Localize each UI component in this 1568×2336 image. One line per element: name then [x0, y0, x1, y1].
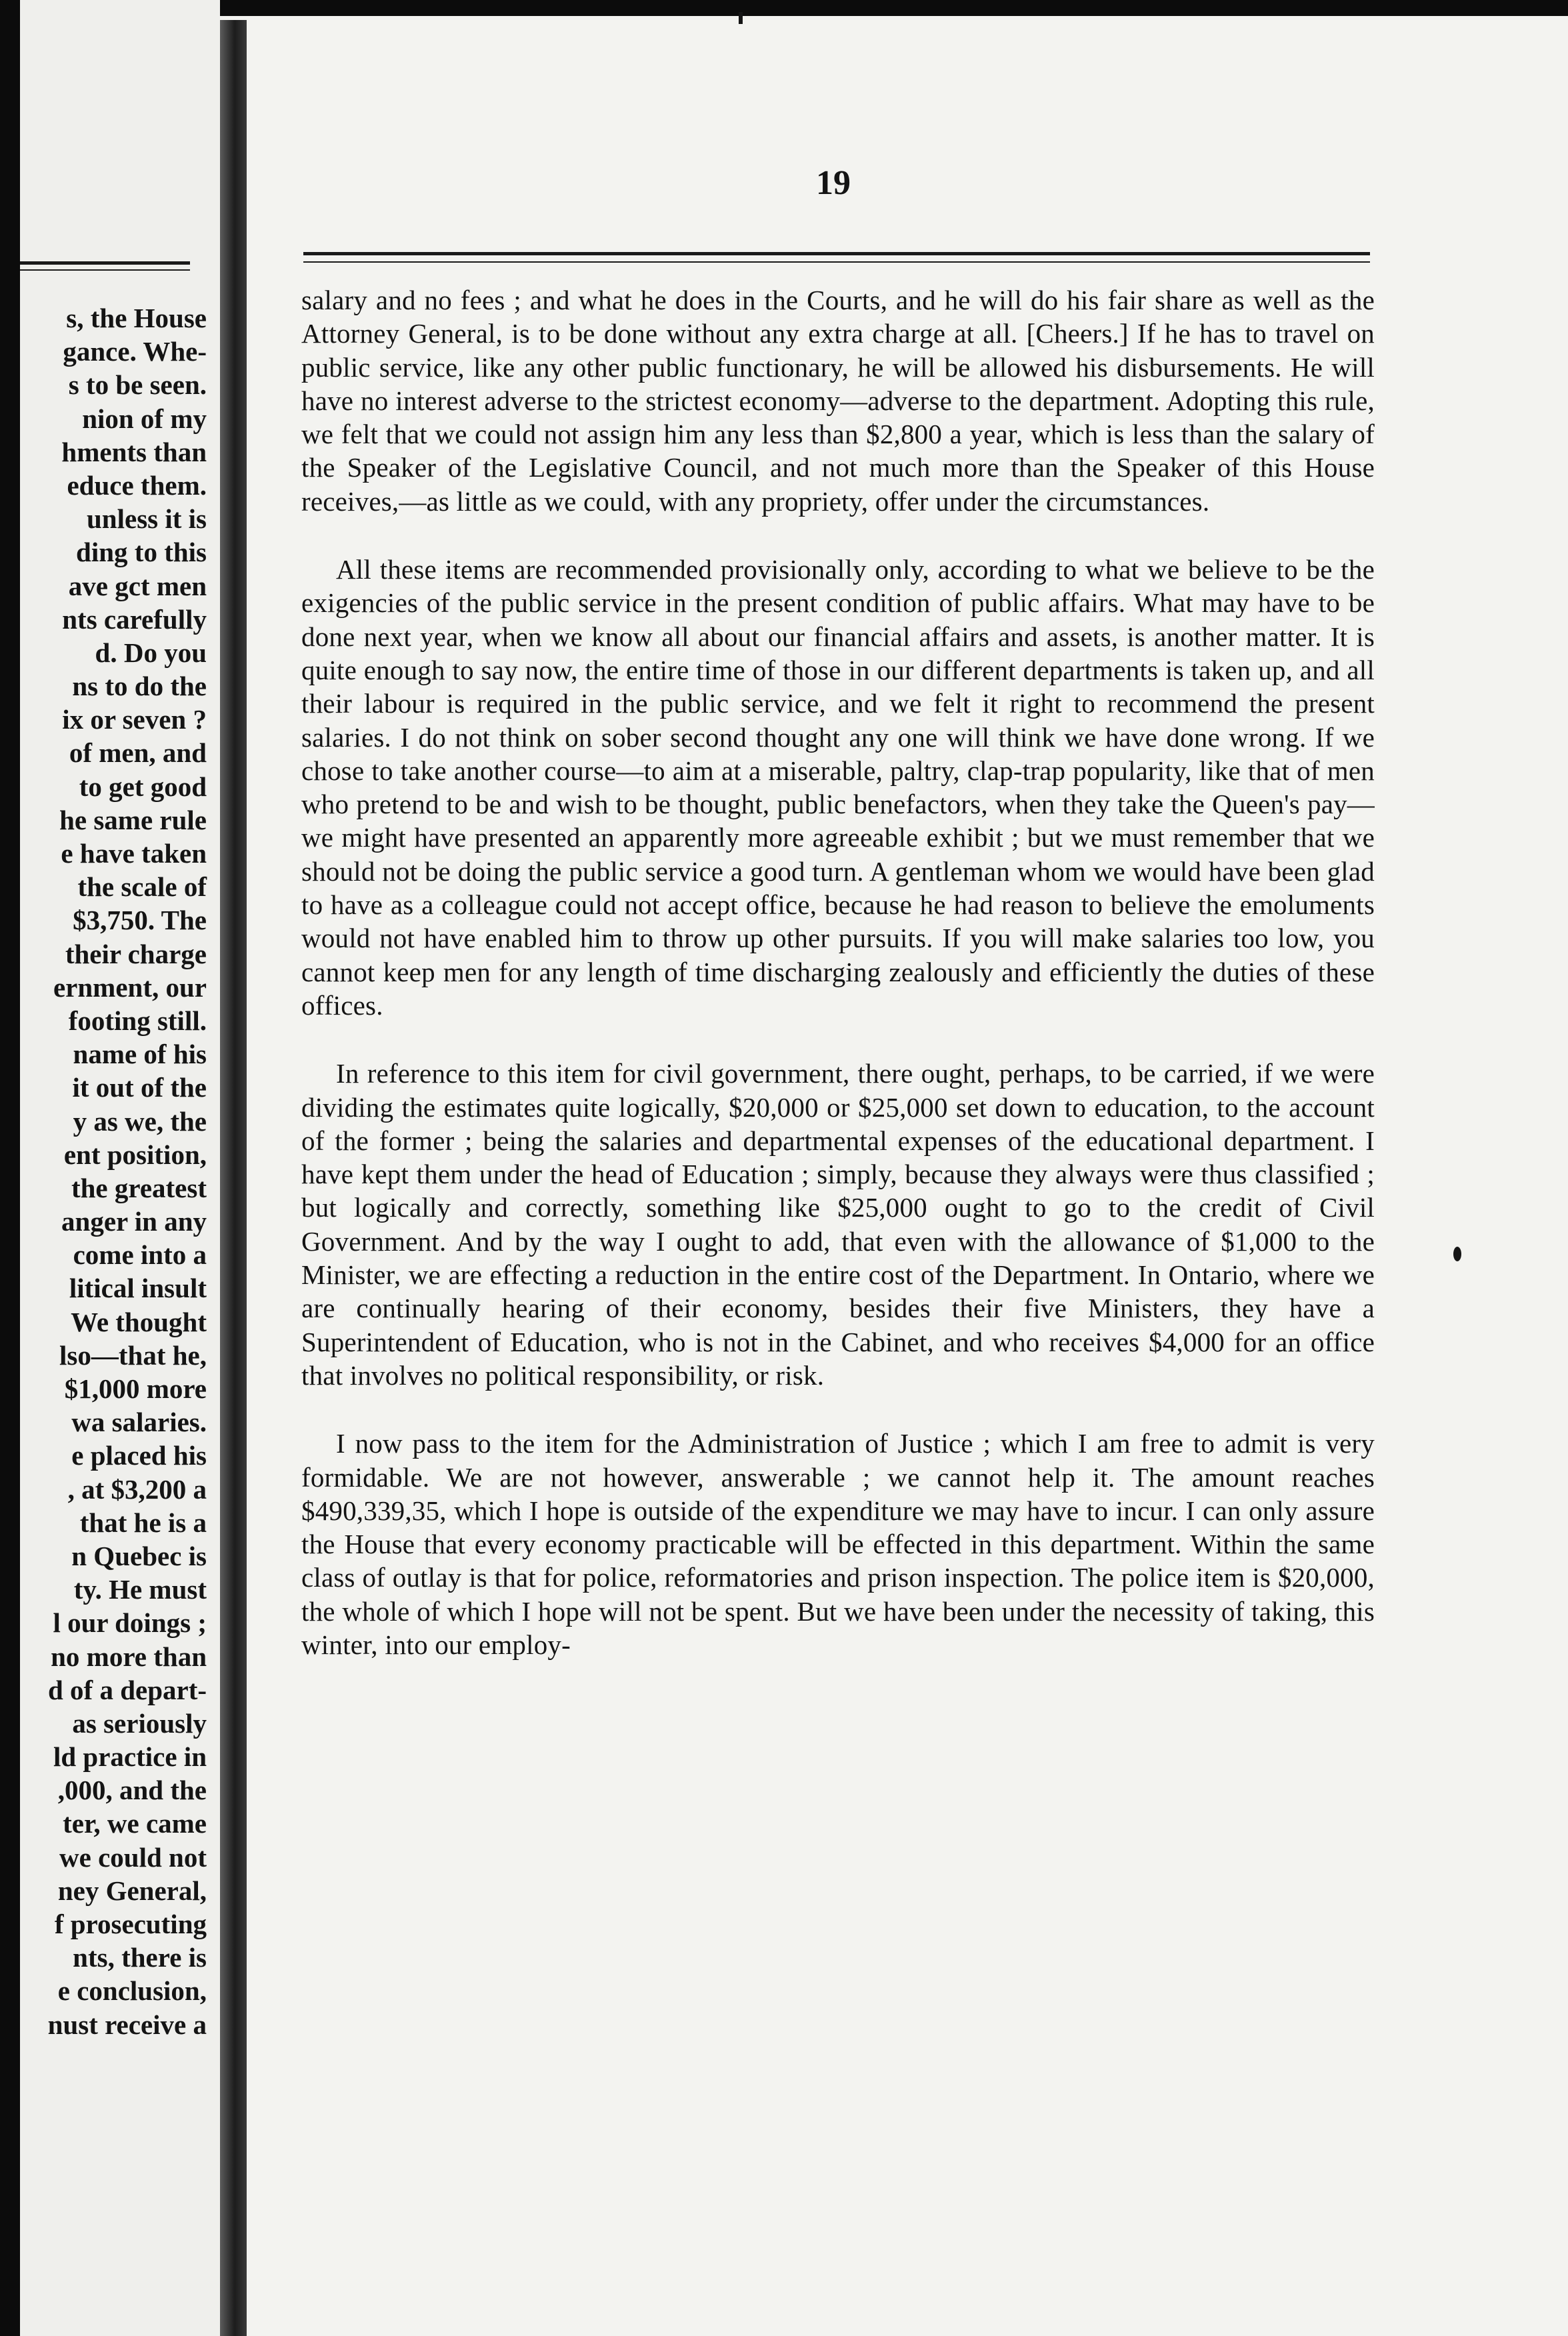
facing-page-line: $3,750. The	[73, 905, 207, 936]
facing-page-line: lso—that he,	[59, 1339, 207, 1371]
facing-page-line: nust receive a	[47, 2009, 207, 2040]
facing-page-line: ent position,	[63, 1139, 207, 1170]
facing-page-line: y as we, the	[73, 1105, 207, 1137]
facing-page-line: n Quebec is	[71, 1540, 207, 1571]
facing-page-line: e have taken	[61, 838, 207, 869]
scan-left-border	[0, 0, 20, 2336]
ink-blot	[1453, 1247, 1461, 1261]
paragraph-3: In reference to this item for civil government, there ought, perhaps, to be carried, if we were dividing the estimates quite logically, $20,000 or $25,000 set down to education, to the account of the former ; being the salaries and departmental expenses of the educational department. I have kept them under the head of Education ; simply, because they always were thus classified ; but logically and correctly, something like $25,000 ought to go to the credit of Civil Government. And by the way I ought to add, that even with the allowance of $1,000 to the Minister, we are effecting a reduction in the entire cost of the Department. In Ontario, where we are continually hearing of their economy, besides their five Ministers, they have a Superintendent of Education, who is not in the Cabinet, and who receives $4,000 for an office that involves no political responsibility, or risk.	[301, 1058, 1375, 1391]
facing-page-line: e placed his	[71, 1440, 207, 1471]
facing-page-line: ave gct men	[68, 570, 207, 601]
facing-page-line: nts, there is	[73, 1942, 207, 1973]
facing-page-line: ter, we came	[63, 1808, 207, 1839]
facing-page-line: that he is a	[79, 1507, 207, 1538]
facing-page-line: footing still.	[68, 1005, 207, 1036]
facing-page-line: ld practice in	[53, 1741, 207, 1773]
facing-page-line: f prosecuting	[54, 1909, 207, 1939]
paragraph-2: All these items are recommended provisionally only, according to what we believe to be the exigencies of the public service in the present condition of public affairs. What may have to be done next year, when we know all about our financial affairs and assets, is another matter. It is quite enough to say now, the entire time of those in our different departments is taken up, and all their labour is required in the public service, and we felt it right to recommend the present salaries. I do not think on sober second thought any one will think we have done wrong. If we chose to take another course—to aim at a miserable, paltry, clap-trap popularity, like that of men who pretend to be and wish to be thought, public benefactors, when they take the Queen's pay—we might have presented an apparently more agreeable exhibit ; but we must remember that we should not be doing the public service a good turn. A gentleman whom we would have been glad to have as a colleague could not accept office, because he had reason to believe the emoluments would not have enabled him to throw up other pursuits. If you will make salaries too low, you cannot keep men for any length of time discharging zealously and efficiently the duties of these offices.	[301, 554, 1375, 1021]
facing-page-line: come into a	[73, 1239, 207, 1271]
facing-page-text-column	[20, 301, 207, 2041]
scan-speck	[739, 12, 743, 24]
facing-page-line: d of a depart-	[47, 1674, 207, 1705]
facing-page-line: s to be seen.	[68, 369, 207, 401]
scan-top-border	[0, 0, 1568, 16]
facing-page-line: We thought	[71, 1306, 207, 1337]
facing-page-line: s, the House	[66, 303, 207, 333]
paragraph-1: salary and no fees ; and what he does in the Courts, and he will do his fair share as well as the Attorney General, is to be done without any extra charge at all. [Cheers.] If he has to travel on public service, like any other public functionary, he will be allowed his disbursements. He will have no interest adverse to the strictest economy—adverse to the department. Adopting this rule, we felt that we could not assign him any less than $2,800 a year, which is less than the salary of the Speaker of the Legislative Council, and not much more than the Speaker of this House receives,—as little as we could, with any propriety, offer under the circumstances.	[301, 285, 1375, 517]
facing-page-line: he same rule	[59, 804, 207, 835]
facing-page-line: the scale of	[77, 871, 207, 903]
facing-page-line: l our doings ;	[53, 1607, 207, 1639]
facing-page-line: it out of the	[72, 1072, 207, 1103]
facing-page-header-rule	[20, 261, 190, 271]
facing-page-line: ernment, our	[53, 971, 207, 1003]
facing-page-line: hments than	[61, 436, 207, 467]
facing-page-line: nts carefully	[62, 603, 207, 635]
facing-page-line: $1,000 more	[64, 1373, 207, 1404]
facing-page-line: nion of my	[82, 403, 207, 434]
facing-page-line: ,000, and the	[57, 1775, 207, 1806]
facing-page-line: ns to do the	[72, 671, 207, 702]
facing-page-line: ney General,	[57, 1875, 207, 1906]
page-number: 19	[816, 164, 851, 202]
header-rule	[303, 252, 1370, 263]
facing-page-fragment	[20, 0, 220, 2336]
facing-page-line: litical insult	[69, 1273, 207, 1304]
book-gutter	[220, 20, 247, 2336]
facing-page-line: as seriously	[72, 1707, 207, 1739]
paragraph-4: I now pass to the item for the Administration of Justice ; which I am free to admit is very formidable. We are not however, answerable ; we cannot help it. The amount reaches $490,339,35, which I hope is outside of the expenditure we may have to incur. I can only assure the House that every economy practicable will be effected in this department. Within the same class of outlay is that for police, reformatories and prison inspection. The police item is $20,000, the whole of which I hope will not be spent. But we have been under the necessity of taking, this winter, into our employ-	[301, 1428, 1375, 1660]
facing-page-line: ding to this	[76, 537, 207, 568]
facing-page-line: name of his	[73, 1039, 207, 1070]
facing-page-line: gance. Whe-	[63, 336, 207, 367]
facing-page-line: of men, and	[69, 737, 207, 769]
facing-page-line: their charge	[65, 938, 207, 969]
facing-page-line: , at $3,200 a	[67, 1473, 207, 1505]
facing-page-line: wa salaries.	[71, 1407, 207, 1438]
facing-page-line: to get good	[79, 771, 207, 802]
facing-page-line: no more than	[51, 1641, 207, 1672]
facing-page-line: ty. He must	[73, 1574, 207, 1605]
facing-page-line: ix or seven ?	[62, 704, 207, 735]
facing-page-line: e conclusion,	[57, 1975, 207, 2007]
facing-page-line: educe them.	[67, 469, 207, 501]
facing-page-line: the greatest	[71, 1172, 207, 1203]
facing-page-line: we could not	[59, 1841, 207, 1873]
facing-page-line: anger in any	[61, 1206, 207, 1237]
facing-page-line: d. Do you	[95, 637, 207, 668]
main-text-column	[301, 283, 1375, 1661]
facing-page-line: unless it is	[87, 503, 207, 535]
